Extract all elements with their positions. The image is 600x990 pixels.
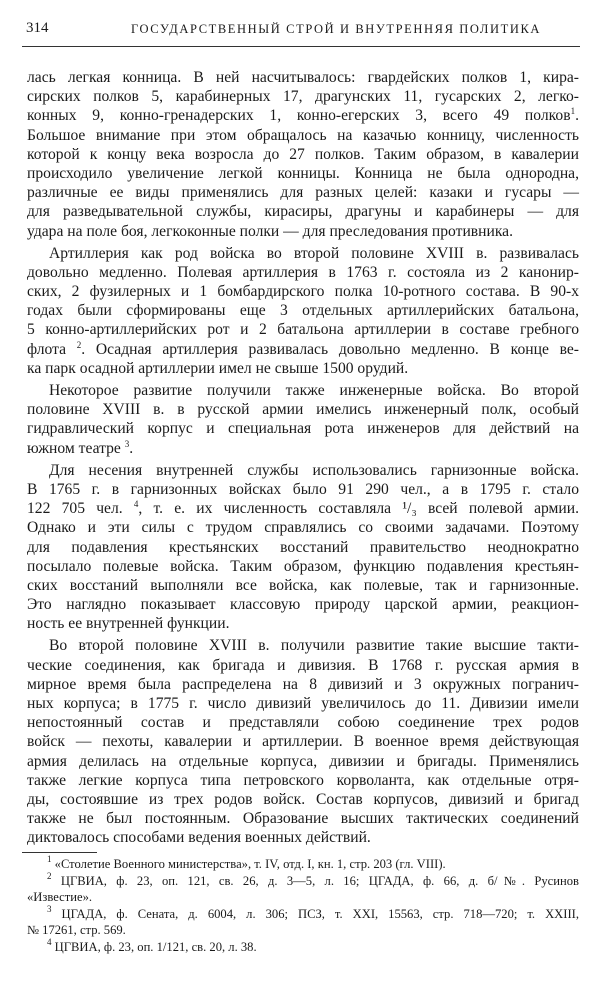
text-segment: Однако и эти силы с трудом справлялись со своими задачами. Поэтому xyxy=(27,519,579,537)
text-line xyxy=(27,480,579,499)
text-segment: гидравлический корпус и специальная рота инженеров для действий на xyxy=(27,420,579,438)
text-segment: войск — пехоты, кавалерии и артиллерии. В военное время действующая xyxy=(27,733,579,751)
text-segment: . Осадная артиллерия развивалась довольно медленно. В конце ве- xyxy=(81,340,579,358)
text-line xyxy=(27,752,579,771)
text-segment: ческие соединения, как бригада и дивизия. В 1768 г. русская армия в xyxy=(27,656,579,674)
footnote-text: ЦГВИА, ф. 23, оп. 121, св. 26, д. 3—5, л. 16; ЦГАДА, ф. 66, д. б/№. Русинов xyxy=(60,873,579,888)
text-segment: для разведывательной службы, кирасиры, драгуны и карабинеры — для xyxy=(27,203,579,221)
text-line xyxy=(27,828,579,847)
text-segment: различные ее виды применялись для разных целей: казаки и гусары — xyxy=(27,184,579,202)
text-segment: также не был постоянным. Образование высших тактических соединений xyxy=(27,810,579,828)
footnote-marker: 3 xyxy=(124,438,130,449)
text-segment: посылало полевые войска. Таким образом, функцию подавления крестьян- xyxy=(27,557,579,575)
footnote-line xyxy=(27,936,579,956)
footnote-line xyxy=(27,922,579,939)
text-segment: диктовалось способами ведения военных действий. xyxy=(27,829,371,847)
footnote xyxy=(27,903,579,939)
text-segment: южном театре xyxy=(27,439,125,457)
footnote-text: «Столетие Военного министерства», т. IV, отд. I, кн. 1, стр. 203 (гл. VIII). xyxy=(54,857,446,871)
text-line xyxy=(27,636,579,655)
text-segment: половине XVIII в. в русской армии имелись инженерный полк, особый xyxy=(27,401,579,419)
text-segment: . xyxy=(575,107,579,125)
footnote xyxy=(27,856,579,873)
footnote xyxy=(27,870,579,906)
text-line xyxy=(27,713,579,732)
text-line xyxy=(27,400,579,419)
text-line xyxy=(27,419,579,438)
text-segment: сирских полков 5, карабинерных 17, драгунских 11, гусарских 2, легко- xyxy=(27,88,579,106)
text-segment: Большое внимание при этом обращалось на казачью конницу, численность xyxy=(27,126,579,144)
text-segment: . xyxy=(129,439,134,457)
footnote-marker: 1 xyxy=(570,106,576,117)
text-segment: Это наглядно показывает классовую природу царской армии, реакцион- xyxy=(27,596,579,614)
footnote-text: № 17261, стр. 569. xyxy=(27,923,126,938)
footnote-number: 4 xyxy=(47,936,52,947)
text-segment: Во второй половине XVIII в. получили развитие такие высшие такти- xyxy=(49,637,579,655)
text-segment: конных 9, конно-гренадерских 1, конно-егерских 3, всего 49 полков xyxy=(27,107,571,125)
text-line xyxy=(27,694,579,713)
text-segment: лась легкая конница. В ней насчитывалось: гвардейских полков 1, кира- xyxy=(27,69,579,86)
text-segment: Для несения внутренней службы использовались гарнизонные войска. xyxy=(49,461,579,479)
text-segment: удара на поле боя, легкоконные полки — для преследования противника. xyxy=(27,222,514,240)
footnote-marker: 2 xyxy=(76,339,82,350)
text-segment: 5 конно-артиллерийских рот и 2 батальона артиллерии в составе гребного xyxy=(27,321,579,339)
text-line xyxy=(27,202,579,221)
footnote xyxy=(27,936,579,956)
text-line xyxy=(27,518,579,537)
footnote-text: «Известие». xyxy=(27,890,93,905)
text-segment: ка парк осадной артиллерии имел не свыше 1500 орудий. xyxy=(27,359,409,377)
text-segment: В 1765 г. в гарнизонных войсках было 91 290 чел., а в 1795 г. стало xyxy=(27,480,579,498)
text-line xyxy=(27,164,579,183)
text-line xyxy=(27,595,579,614)
footnote-line xyxy=(27,889,579,906)
text-segment: непостоянный состав и представляли собою соединение трех родов xyxy=(27,714,579,732)
text-line xyxy=(27,68,579,87)
text-segment: также легкие корпуса типа петровского корволанта, как отдельные отря- xyxy=(27,771,579,789)
text-segment: происходило увеличение легкой конницы. Конница не была однородна, xyxy=(27,164,579,182)
text-line xyxy=(27,771,579,790)
page-number: 314 xyxy=(26,20,49,36)
text-line xyxy=(27,614,579,633)
footnote-number: 2 xyxy=(47,870,52,881)
paragraph xyxy=(27,68,579,241)
text-line xyxy=(27,790,579,809)
text-segment: которой к концу века возросла до 27 полков. Таким образом, в кавалерии xyxy=(27,145,579,163)
text-segment: довольно медленно. Полевая артиллерия в 1763 г. состояла из 2 канонир- xyxy=(27,263,579,281)
footnote-number: 1 xyxy=(47,854,52,864)
text-line xyxy=(27,675,579,694)
running-header xyxy=(22,20,580,42)
text-segment: 122 705 чел. xyxy=(27,500,134,518)
text-line xyxy=(27,263,579,282)
text-line xyxy=(27,656,579,675)
text-line xyxy=(27,340,579,359)
text-line xyxy=(27,809,579,828)
body-text xyxy=(27,68,579,851)
text-line xyxy=(27,222,579,241)
footnote-marker: 4 xyxy=(133,499,139,510)
text-segment: ных корпуса; в 1775 г. число дивизий увеличилось до 11. Дивизии имели xyxy=(27,695,579,712)
header-rule xyxy=(22,46,580,47)
text-line xyxy=(27,320,579,339)
text-line xyxy=(27,126,579,145)
text-line xyxy=(27,183,579,202)
text-segment: ды, состоявшие из трех родов войск. Состав корпусов, дивизий и бригад xyxy=(27,790,579,808)
text-line xyxy=(27,576,579,595)
text-line xyxy=(27,145,579,164)
footnote-line xyxy=(27,856,579,873)
text-line xyxy=(27,359,579,378)
text-segment: Артиллерия как род войска во второй половине XVIII в. развивалась xyxy=(49,244,579,262)
text-line xyxy=(27,282,579,301)
footnote-text: ЦГВИА, ф. 23, оп. 1/121, св. 20, л. 38. xyxy=(54,939,257,954)
text-line xyxy=(27,244,579,263)
paragraph xyxy=(27,244,579,378)
text-line xyxy=(27,557,579,576)
footnote-line xyxy=(27,903,579,923)
paragraph xyxy=(27,636,579,847)
text-segment: Некоторое развитие получили также инженерные войска. Во второй xyxy=(49,382,579,399)
footnote-line xyxy=(27,870,579,890)
text-line xyxy=(27,87,579,106)
text-segment: годах были сформированы еще 3 отдельных артиллерийских батальона, xyxy=(27,302,579,320)
text-line xyxy=(27,461,579,480)
footnote-text: ЦГАДА, ф. Сената, д. 6004, л. 306; ПСЗ, т. XXI, 15563, стр. 718—720; т. XXIII, xyxy=(61,906,579,921)
text-segment: ских восстаний выполняли все войска, как полевые, так и гарнизонные. xyxy=(27,576,579,594)
text-line xyxy=(27,732,579,751)
text-segment: ность ее внутренней функции. xyxy=(27,615,230,633)
footnote-number: 3 xyxy=(47,903,52,914)
paragraph xyxy=(27,381,579,458)
text-line xyxy=(27,499,579,518)
text-line xyxy=(27,538,579,557)
paragraph xyxy=(27,461,579,634)
text-segment: армия делилась на отдельные корпуса, дивизии и бригады. Применялись xyxy=(27,752,579,770)
text-line xyxy=(27,106,579,125)
text-segment: мирное время была распределена на 8 дивизий и 3 окружных погранич- xyxy=(27,675,579,693)
text-line xyxy=(27,439,579,458)
text-segment: для подавления крестьянских восстаний правительство неоднократно xyxy=(27,538,579,556)
text-segment: флота xyxy=(27,340,77,358)
footnote-rule xyxy=(22,852,97,853)
text-segment: , т. е. их численность составляла ¹/₃ всей полевой армии. xyxy=(138,500,580,518)
footnotes xyxy=(27,856,579,956)
text-segment: ских, 2 фузилерных и 1 бомбардирского полка 10-ротного состава. В 90-х xyxy=(27,283,579,301)
running-title: ГОСУДАРСТВЕННЫЙ СТРОЙ И ВНУТРЕННЯЯ ПОЛИТИКА xyxy=(130,22,542,36)
text-line xyxy=(27,301,579,320)
text-line xyxy=(27,381,579,400)
